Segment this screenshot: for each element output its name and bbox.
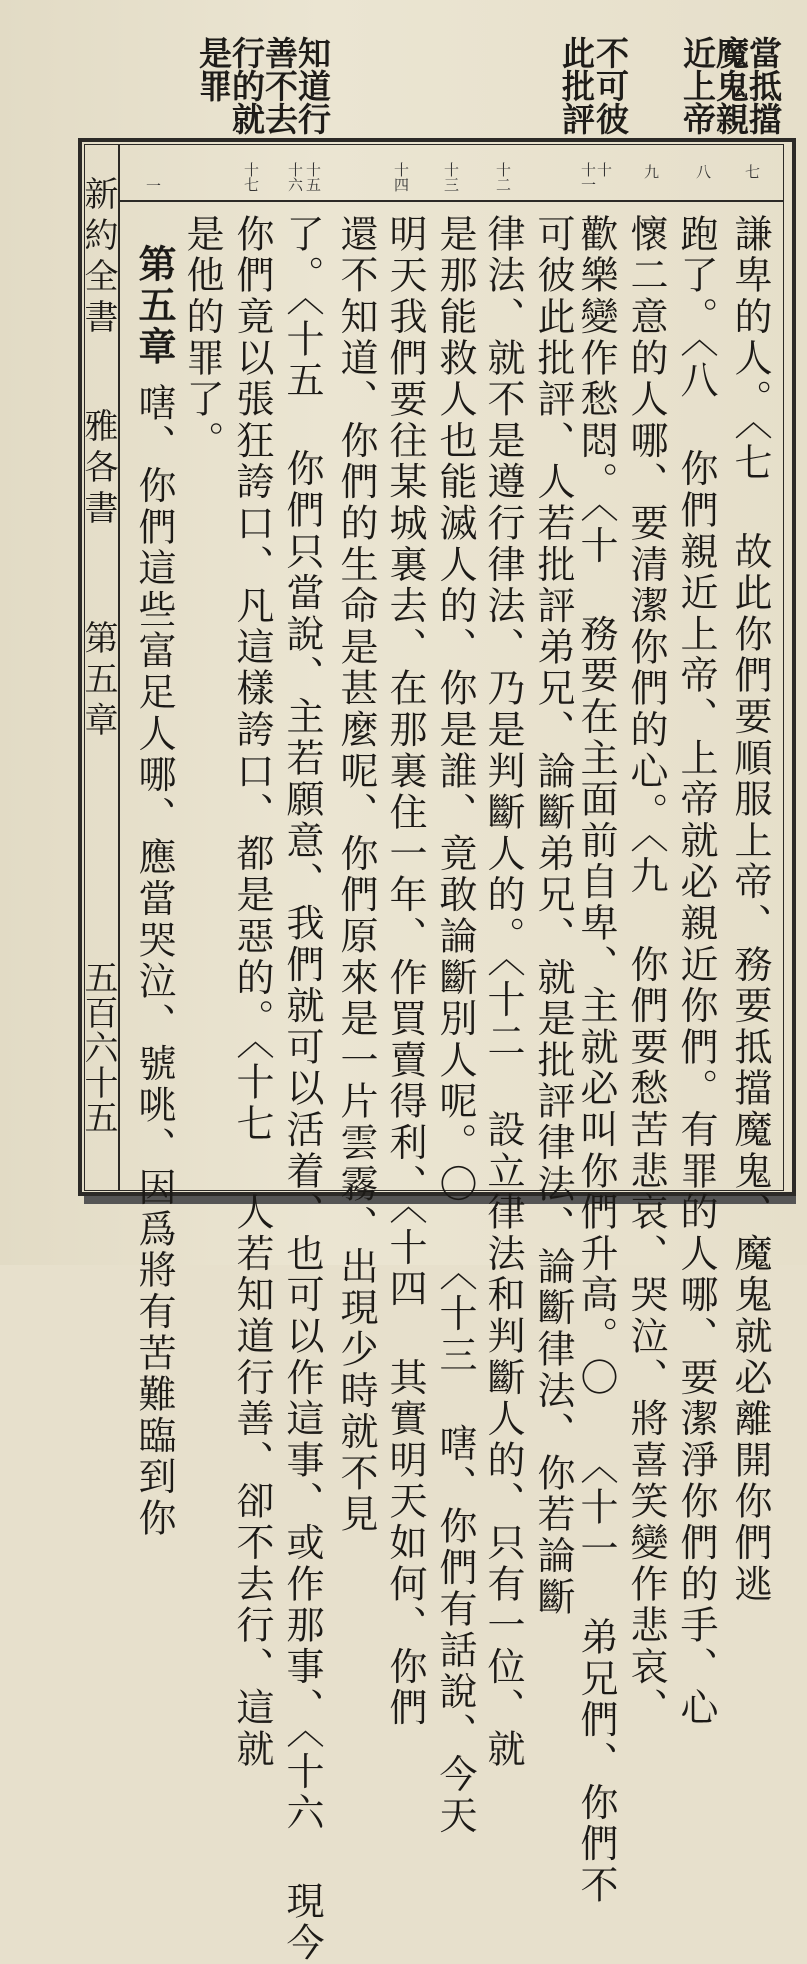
header-verse-number: 十 (595, 162, 613, 177)
header-verse-number: 七 (743, 164, 761, 179)
margin-note-col-6: 知道行 (293, 36, 332, 135)
text-column: 可彼此批評、人若批評弟兄、論斷弟兄、就是批評律法、論斷律法、你若論斷 (531, 214, 575, 1619)
margin-note-col-9: 是罪 (194, 36, 233, 102)
running-head-chapter: 第五章 (78, 620, 118, 743)
text-column: 你們竟以張狂誇口、凡這樣誇口、都是惡的。〈十七 人若知道行善、卻不去行、這就 (230, 214, 274, 1771)
text-column: 跑了。〈八 你們親近上帝、上帝就必親近你們。有罪的人哪、要潔淨你們的手、心 (674, 214, 718, 1730)
page-number: 五百六十五 (78, 960, 118, 1135)
header-verse-number: 十三 (442, 162, 460, 192)
chapter-heading: 第五章 (132, 244, 177, 368)
margin-note-col-8: 行的就 (227, 36, 266, 135)
header-verse-number: 十二 (494, 162, 512, 192)
text-column: 歡樂變作愁悶。〈十 務要在主面前自卑、主就必叫你們升高。〇 〈十一 弟兄們、你們不 (574, 214, 618, 1907)
margin-note-col-5: 此批評 (557, 36, 596, 135)
text-column: 律法、就不是遵行律法、乃是判斷人的。〈十二 設立律法和判斷人的、只有一位、就 (481, 214, 525, 1771)
header-verse-number: 十四 (392, 162, 410, 192)
running-head-title: 新約全書 (78, 176, 118, 340)
text-column: 懷二意的人哪、要清潔你們的心。〈九 你們要愁苦悲哀、哭泣、將喜笑變作悲哀、 (624, 214, 668, 1730)
margin-note-col-3: 近上帝 (678, 36, 717, 135)
header-verse-number: 一 (144, 178, 162, 193)
text-column: 是他的罪了。 (180, 214, 224, 462)
margin-note-col-1: 當抵擋 (744, 36, 783, 135)
header-verse-number: 十六 (286, 162, 304, 192)
margin-note-col-7: 善不去 (260, 36, 299, 135)
margin-note-col-2: 魔鬼親 (711, 36, 750, 135)
text-column: 了。〈十五 你們只當說、主若願意、我們就可以活着、也可以作這事、或作那事、〈十六 現今 (280, 214, 324, 1964)
header-verse-number: 九 (642, 164, 660, 179)
margin-note-col-4: 不可彼 (591, 36, 630, 135)
text-column: 是那能救人也能滅人的、你是誰、竟敢論斷別人呢。〇 〈十三 嗐、你們有話說、今天 (433, 214, 477, 1837)
running-head-book: 雅各書 (78, 408, 118, 531)
side-rule (118, 144, 120, 1190)
text-column: 還不知道、你們的生命是甚麼呢、你們原來是一片雲霧、出現少時就不見 (334, 214, 378, 1536)
header-verse-number: 十一 (579, 162, 597, 192)
text-column: 明天我們要往某城裏去、在那裏住一年、作買賣得利、〈十四 其實明天如何、你們 (383, 214, 427, 1730)
header-verse-number: 八 (694, 164, 712, 179)
chapter-verse-text: 嗐、你們這些富足人哪、應當哭泣、號咷、因爲將有苦難臨到你 (132, 383, 176, 1540)
header-verse-number: 十五 (304, 162, 322, 192)
text-column: 謙卑的人。〈七 故此你們要順服上帝、務要抵擋魔鬼、魔鬼就必離開你們逃 (728, 214, 772, 1606)
header-rule (118, 200, 784, 202)
header-verse-number: 十七 (242, 162, 260, 192)
